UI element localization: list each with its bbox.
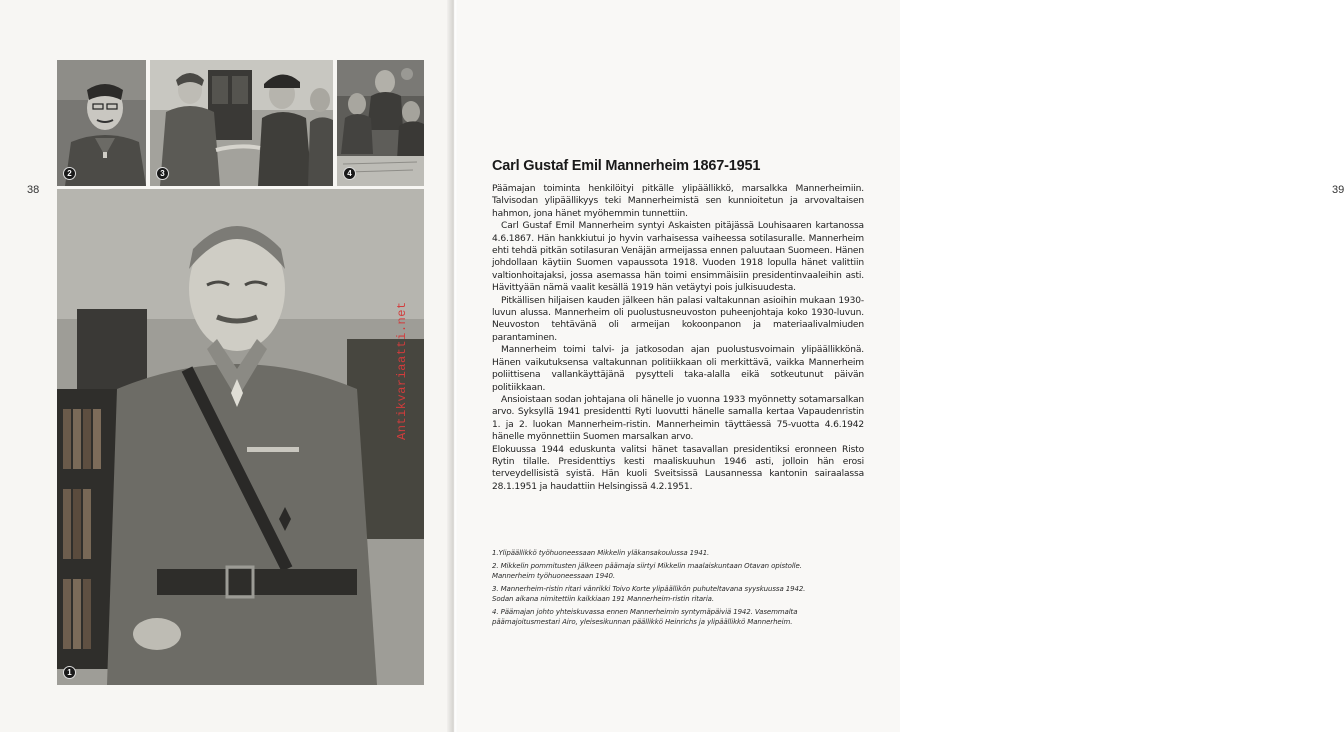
page-number-left: 38 [27,184,40,196]
photo-headquarters-group [337,60,424,186]
photo-1-image [57,189,424,685]
article-paragraph: Ansioistaan sodan johtajana oli hänelle jo vuonna 1933 myönnetty sotamarsalkan arvo. Syksyllä 1941 presidentti Ryti luovutti hänelle samalla kertaa Vapaudenristin 1. ja 2. luokan Mannerheim-ristin. Mannerheimin täyttäessä 75-vuotta 4.6.1942 hänelle myönnettiin Suomen marsalkan arvo. [492,394,864,443]
photo-captions [492,548,822,630]
photo-3-image [150,60,333,186]
photo-knight-ceremony [150,60,333,186]
photo-number-badge: 4 [343,167,356,180]
article-paragraph: Päämajan toiminta henkilöityi pitkälle ylipäällikkö, marsalkka Mannerheimiin. Talvisodan ylipäällikyys teki Mannerheimistä sen kunnioitetun ja arvovaltaisen hahmon, jona hänet myöhemmin tunnettiin. [492,184,864,219]
photo-number-badge: 2 [63,167,76,180]
article-paragraph: Carl Gustaf Emil Mannerheim syntyi Askaisten pitäjässä Louhisaaren kartanossa 4.6.1867. Hän hankkiutui jo hyvin varhaisessa vaiheessa sotilasuralle. Mannerheim ehti tehdä pitkän sotilasuran Venäjän armeijassa ennen paluutaan Suomeen. Hänen johdollaan käytiin Suomen vapaussota 1918. Vuoden 1918 lopulla hänet valittiin valtionhoitajaksi, jossa asemassa hän toimi ensimmäisiin presidentinvaaleihin asti. Hävittyään nämä vaalit kesällä 1919 hän vetäytyi pois julkisuudesta. [492,221,864,294]
article-title: Carl Gustaf Emil Mannerheim 1867-1951 [492,158,761,174]
page-number-right: 39 [1332,184,1344,196]
article-paragraph: Pitkällisen hiljaisen kauden jälkeen hän palasi valtakunnan asioihin mukaan 1930-luvun alussa. Mannerheim oli puolustusneuvoston puheenjohtaja koko 1930-luvun. Neuvoston tehtävänä oli armeijan kokoonpanon ja materiaalivalmiuden parantaminen. [492,295,864,343]
photo-mannerheim-office [57,60,146,186]
left-page [0,0,454,732]
photo-number-badge: 3 [156,167,169,180]
photo-number-badge: 1 [63,666,76,679]
caption-1: 1.Ylipäällikkö työhuoneessaan Mikkelin yläkansakoulussa 1941. [492,549,710,557]
article-paragraph: Elokuussa 1944 eduskunta valitsi hänet tasavallan presidentiksi eronneen Risto Rytin tilalle. Presidenttiys kesti maaliskuuhun 1946 asti, jolloin hän erosi terveydellisistä syistä. Hän kuoli Sveitsissä Lausannessa kantonin sairaalassa 28.1.1951 ja haudattiin Helsingissä 4.2.1951. [492,444,864,492]
article [492,158,864,493]
watermark-text: Antikvariaatti.net [395,301,409,440]
caption-4: 4. Päämajan johto yhteiskuvassa ennen Mannerheimin syntymäpäiviä 1942. Vasemmalta päämajoitusmestari Airo, yleisesikunnan päällikkö Heinrichs ja ylipäällikkö Mannerheim. [492,607,798,626]
photo-mannerheim-portrait [57,189,424,685]
caption-2: 2. Mikkelin pommitusten jälkeen päämaja siirtyi Mikkelin maalaiskuntaan Otavan opistolle. Mannerheim työhuoneessaan 1940. [492,561,802,580]
article-paragraph: Mannerheim toimi talvi- ja jatkosodan ajan puolustusvoimain ylipäällikkönä. Hänen vaikutuksensa valtakunnan politiikkaan oli merkittävä, vaikka Mannerheim poliittisena vallankäyttäjänä pysytteli taka-alalla eikä sotkeutunut päivän politiikkaan. [492,345,864,393]
caption-3: 3. Mannerheim-ristin ritari vänrikki Toivo Korte ylipäällikön puhuteltavana syyskuussa 1942. Sodan aikana nimitettiin kaikkiaan 191 Mannerheim-ristin ritaria. [492,584,806,603]
